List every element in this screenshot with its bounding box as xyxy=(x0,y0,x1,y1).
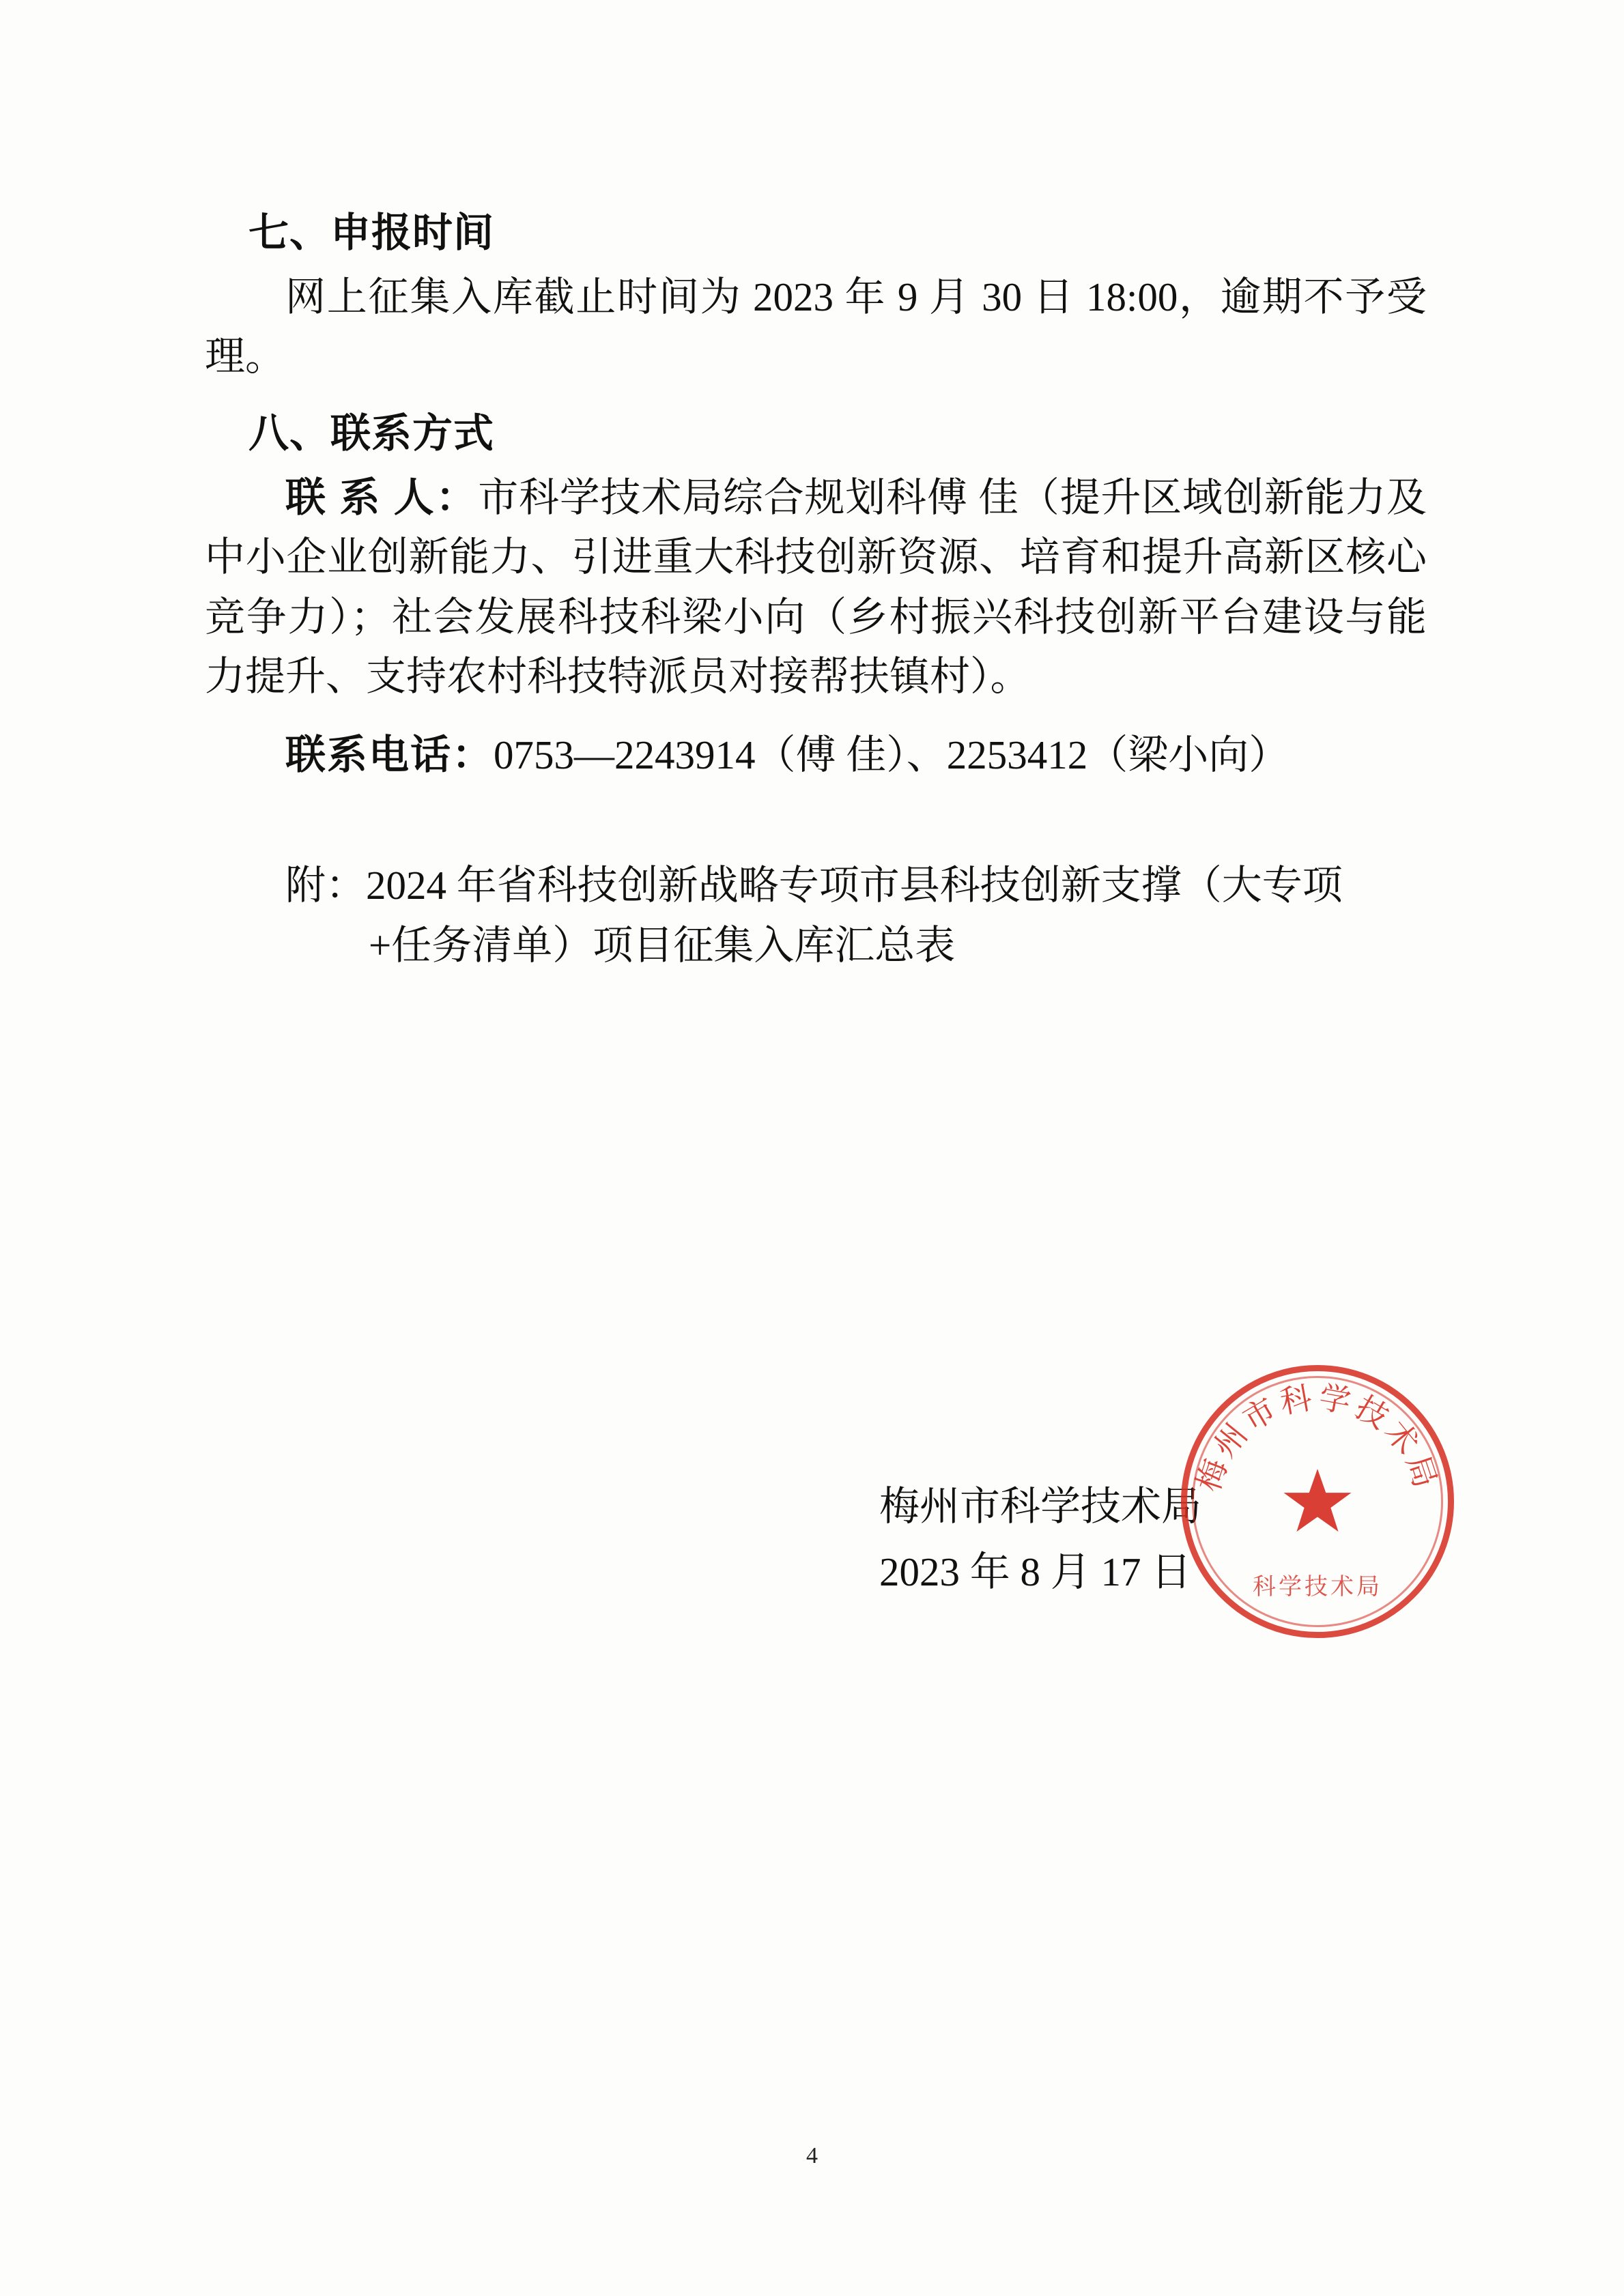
contact-phone-text: 0753—2243914（傅 佳）、2253412（梁小向） xyxy=(494,732,1290,778)
section-7-paragraph: 网上征集入库截止时间为 2023 年 9 月 30 日 18:00，逾期不予受理。 xyxy=(205,274,1427,379)
document-body xyxy=(205,205,1444,1600)
seal-bottom-text: 科学技术局 xyxy=(1253,1575,1382,1600)
signature-block xyxy=(879,1474,1201,1605)
contact-phone-paragraph xyxy=(205,726,1427,785)
section-heading-8: 八、联系方式 xyxy=(248,411,495,457)
contact-person-label: 联 系 人： xyxy=(285,475,479,521)
contact-person-text: 市科学技术局综合规划科傅 佳（提升区域创新能力及中小企业创新能力、引进重大科技创新资源、培育和提升高新区核心竞争力）；社会发展科技科梁小向（乡村振兴科技创新平台建设与能力提升、支持农村科技特派员对接帮扶镇村）。 xyxy=(205,475,1427,700)
signature-date: 2023 年 8 月 17 日 xyxy=(879,1549,1192,1594)
signature-organization: 梅州市科学技术局 xyxy=(879,1484,1201,1529)
attachment-line-2: +任务清单）项目征集入库汇总表 xyxy=(369,923,956,968)
section-heading-7: 七、申报时间 xyxy=(248,210,495,255)
seal-star-icon xyxy=(1282,1466,1353,1537)
seal-inner-ring xyxy=(1192,1376,1443,1627)
page-number: 4 xyxy=(806,2143,818,2168)
contact-phone-label: 联系电话： xyxy=(285,732,494,778)
attachment-line-1: 附：2024 年省科技创新战略专项市县科技创新支撑（大专项 xyxy=(285,862,1343,908)
official-seal xyxy=(1181,1365,1454,1638)
seal-arc-text-icon xyxy=(1181,1365,1454,1638)
spacer xyxy=(205,390,1427,405)
spacer xyxy=(205,711,1427,726)
svg-text:梅州市科学技术局: 梅州市科学技术局 xyxy=(1191,1379,1444,1496)
contact-person-paragraph xyxy=(205,468,1427,706)
seal-outer-ring xyxy=(1181,1365,1454,1638)
spacer xyxy=(205,790,1427,855)
attachment-block xyxy=(205,855,1427,976)
